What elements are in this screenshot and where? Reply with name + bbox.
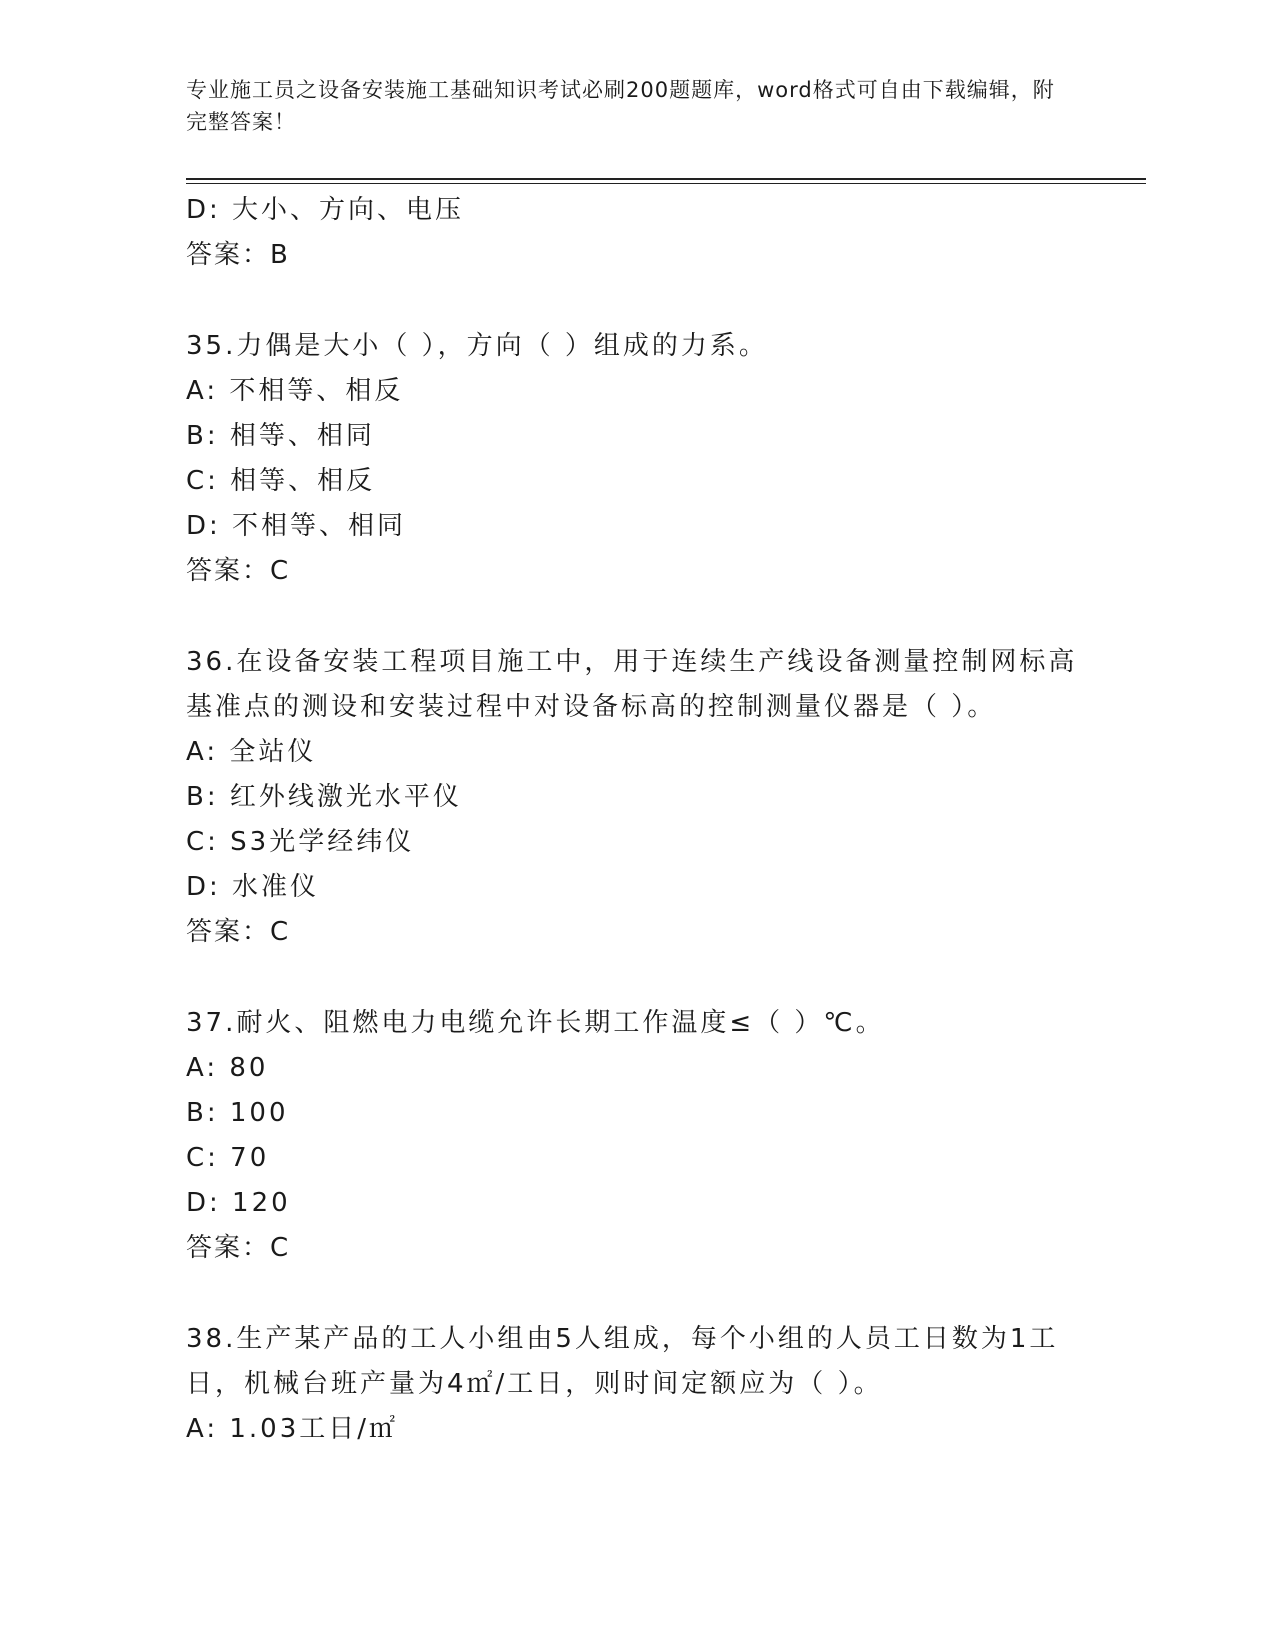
option-a: A: 80 (186, 1053, 269, 1083)
answer-line: 答案：C (186, 1233, 291, 1263)
spacer (186, 278, 1086, 324)
question-text-line-2: 日，机械台班产量为4㎡/工日，则时间定额应为（ ）。 (186, 1369, 883, 1399)
question-text: 35.力偶是大小（ ），方向（ ）组成的力系。 (186, 331, 768, 361)
question-37 (186, 1001, 1086, 1271)
question-text-line-1: 38.生产某产品的工人小组由5人组成，每个小组的人员工日数为1工 (186, 1324, 1059, 1354)
option-b: B: 100 (186, 1098, 289, 1128)
option-c: C: 相等、相反 (186, 466, 376, 496)
option-d: D: 不相等、相同 (186, 511, 407, 541)
option-d: D: 120 (186, 1188, 291, 1218)
page-header-title: 专业施工员之设备安装施工基础知识考试必刷200题题库，word格式可自由下载编辑，附完整答案！ (186, 78, 1055, 134)
question-text-line-2: 基准点的测设和安装过程中对设备标高的控制测量仪器是（ ）。 (186, 692, 997, 722)
option-c: C: S3光学经纬仪 (186, 827, 415, 857)
option-d: D: 大小、方向、电压 (186, 195, 465, 225)
question-list (186, 188, 1086, 1452)
option-c: C: 70 (186, 1143, 270, 1173)
answer-line: 答案：B (186, 240, 290, 270)
spacer (186, 594, 1086, 640)
header-divider-thin (186, 183, 1146, 184)
option-d: D: 水准仪 (186, 872, 320, 902)
option-a: A: 不相等、相反 (186, 376, 404, 406)
spacer (186, 955, 1086, 1001)
question-36 (186, 640, 1086, 955)
option-a: A: 1.03工日/㎡ (186, 1414, 399, 1444)
answer-line: 答案：C (186, 556, 291, 586)
option-a: A: 全站仪 (186, 737, 317, 767)
question-38 (186, 1317, 1086, 1452)
question-text: 37.耐火、阻燃电力电缆允许长期工作温度≤（ ）℃。 (186, 1008, 885, 1038)
answer-line: 答案：C (186, 917, 291, 947)
question-text-line-1: 36.在设备安装工程项目施工中，用于连续生产线设备测量控制网标高 (186, 647, 1078, 677)
option-b: B: 红外线激光水平仪 (186, 782, 462, 812)
header-divider-thick (186, 178, 1146, 180)
question-35 (186, 324, 1086, 594)
carryover-question (186, 188, 1086, 278)
spacer (186, 1271, 1086, 1317)
option-b: B: 相等、相同 (186, 421, 375, 451)
